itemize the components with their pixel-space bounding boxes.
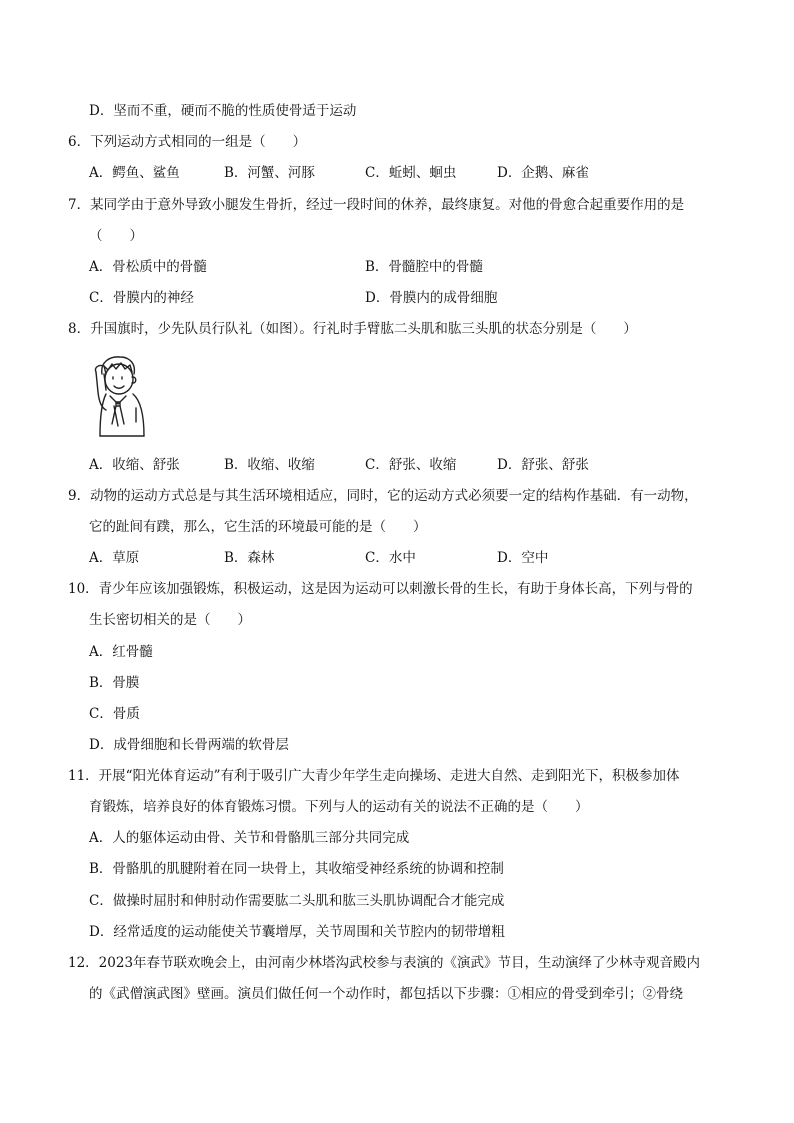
q8-option-b: B．收缩、收缩 [224, 457, 315, 473]
q10-stem-line2: 生长密切相关的是（ ） [89, 612, 251, 628]
q11-option-a: A．人的躯体运动由骨、关节和骨骼肌三部分共同完成 [89, 830, 410, 846]
q12-stem-line2: 的《武僧演武图》壁画。演员们做任何一个动作时，都包括以下步骤：①相应的骨受到牵引；②骨绕 [89, 986, 683, 1002]
q11-option-d: D．经常适度的运动能使关节囊增厚，关节周围和关节腔内的韧带增粗 [89, 924, 505, 940]
q11-stem-line2: 育锻炼，培养良好的体育锻炼习惯。下列与人的运动有关的说法不正确的是（ ） [89, 799, 589, 815]
saluting-pioneer-figure [88, 352, 158, 438]
q6-stem: 6．下列运动方式相同的一组是（ ） [68, 134, 307, 150]
q7-option-b: B．骨髓腔中的骨髓 [365, 259, 483, 275]
q7-stem-line2: （ ） [89, 228, 143, 244]
q9-option-d: D．空中 [497, 550, 549, 566]
q9-option-c: C．水中 [365, 550, 416, 566]
q11-option-b: B．骨骼肌的肌腱附着在同一块骨上，其收缩受神经系统的协调和控制 [89, 861, 504, 877]
q10-option-b: B．骨膜 [89, 675, 140, 691]
q9-option-b: B．森林 [224, 550, 275, 566]
q11-stem-line1: 11．开展“阳光体育运动”有利于吸引广大青少年学生走向操场、走进大自然、走到阳光下，积极参加体 [68, 768, 680, 784]
q9-stem-line1: 9．动物的运动方式总是与其生活环境相适应，同时，它的运动方式必须要一定的结构作基础．有一动物， [68, 488, 698, 504]
q8-option-a: A．收缩、舒张 [89, 457, 180, 473]
q9-option-a: A．草原 [89, 550, 140, 566]
q10-stem-line1: 10．青少年应该加强锻炼，积极运动，这是因为运动可以刺激长骨的生长，有助于身体长高，下列与骨的 [68, 581, 693, 597]
q6-option-a: A．鳄鱼、鲨鱼 [89, 165, 180, 181]
q12-stem-line1: 12．2023年春节联欢晚会上，由河南少林塔沟武校参与表演的《演武》节目，生动演绎了少林寺观音殿内 [68, 955, 701, 971]
q7-option-d: D．骨膜内的成骨细胞 [365, 290, 498, 306]
q10-option-d: D．成骨细胞和长骨两端的软骨层 [89, 737, 289, 753]
q11-option-c: C．做操时屈肘和伸肘动作需要肱二头肌和肱三头肌协调配合才能完成 [89, 893, 505, 909]
q6-option-c: C．蚯蚓、蛔虫 [365, 165, 457, 181]
q7-option-c: C．骨膜内的神经 [89, 290, 194, 306]
q8-option-c: C．舒张、收缩 [365, 457, 457, 473]
q7-stem-line1: 7．某同学由于意外导致小腿发生骨折，经过一段时间的休养，最终康复。对他的骨愈合起重要作用的是 [68, 197, 685, 213]
q6-option-b: B．河蟹、河豚 [224, 165, 315, 181]
q6-option-d: D．企鹅、麻雀 [497, 165, 589, 181]
q10-option-c: C．骨质 [89, 706, 140, 722]
q9-stem-line2: 它的趾间有蹼，那么，它生活的环境最可能的是（ ） [89, 519, 427, 535]
q10-option-a: A．红骨髓 [89, 644, 153, 660]
q5-option-d: D．坚而不重，硬而不脆的性质使骨适于运动 [89, 103, 357, 119]
q8-stem: 8．升国旗时，少先队员行队礼（如图）。行礼时手臂肱二头肌和肱三头肌的状态分别是（ ） [68, 321, 637, 337]
q7-option-a: A．骨松质中的骨髓 [89, 259, 207, 275]
q8-option-d: D．舒张、舒张 [497, 457, 589, 473]
